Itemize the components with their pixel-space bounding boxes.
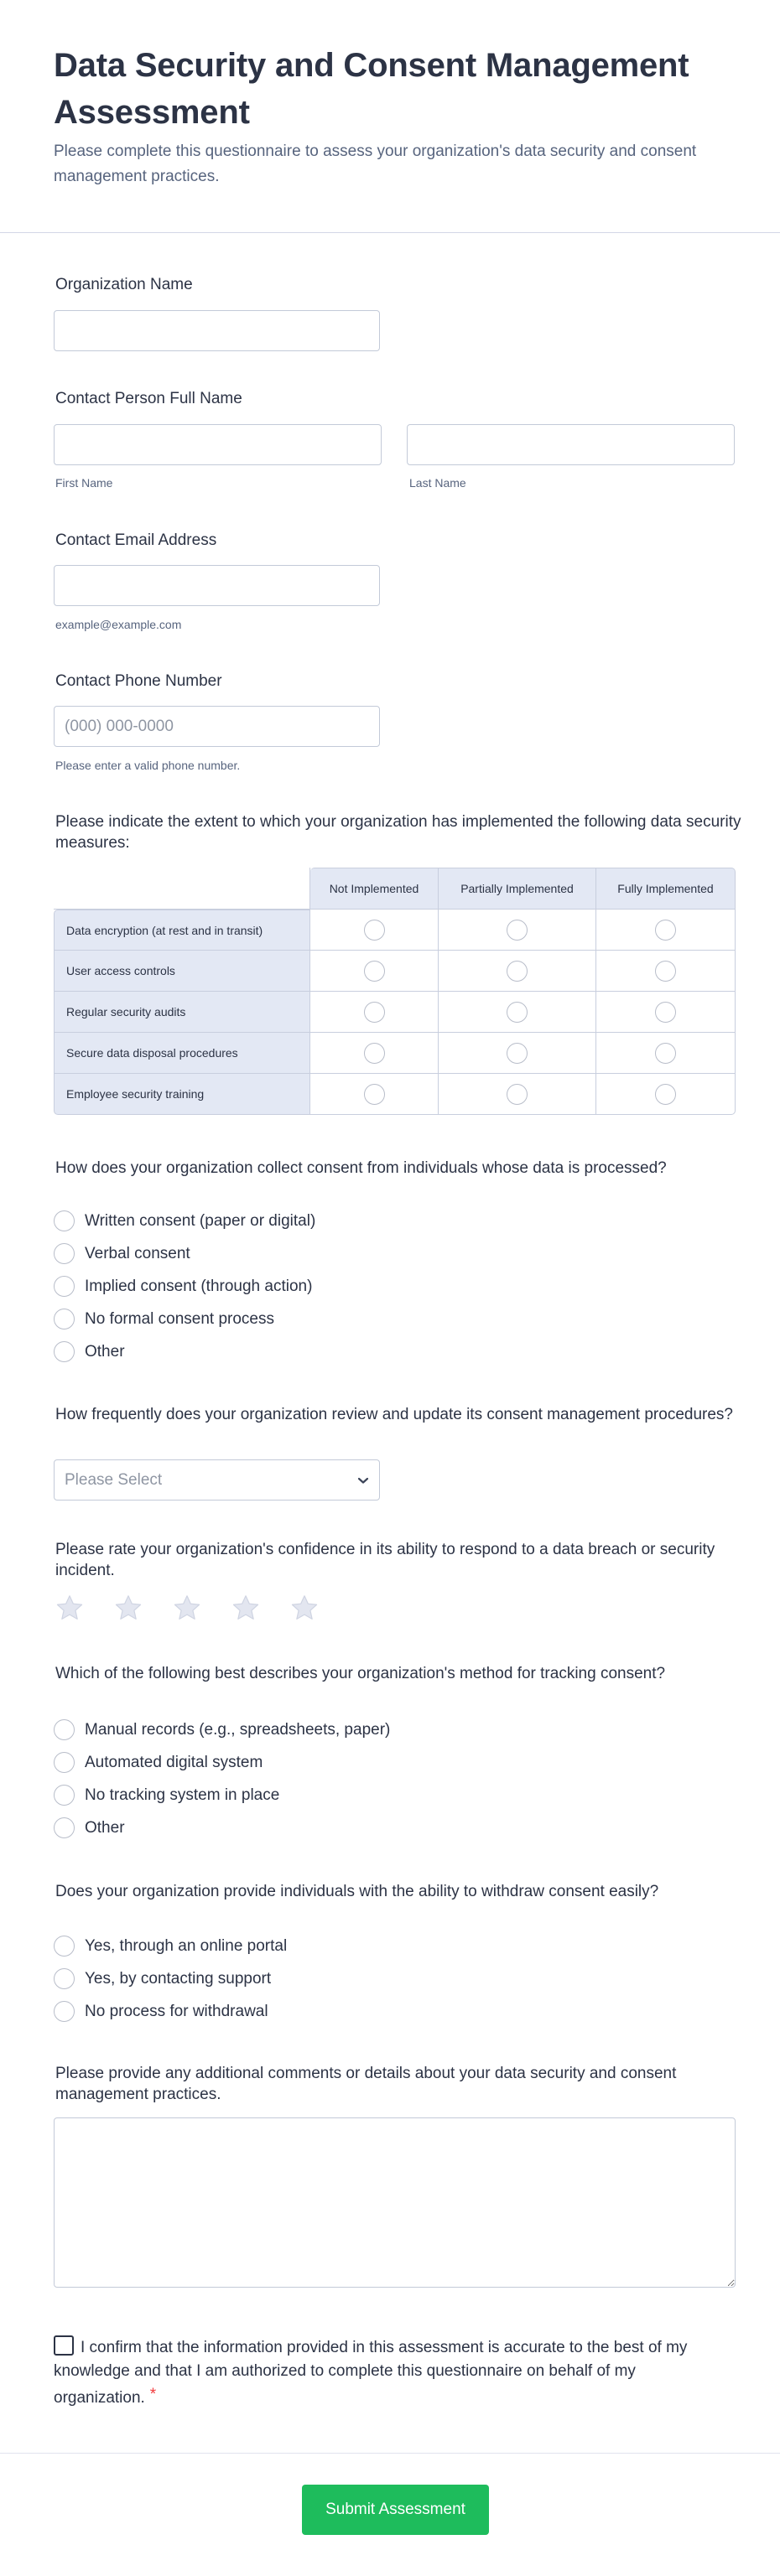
- star-icon[interactable]: [54, 1593, 86, 1623]
- star-icon[interactable]: [112, 1593, 144, 1623]
- star-rating: [54, 1593, 320, 1623]
- tracking-method-options: [54, 1713, 390, 1844]
- radio-option[interactable]: Implied consent (through action): [54, 1270, 315, 1303]
- radio-option[interactable]: No tracking system in place: [54, 1779, 390, 1811]
- radio-button[interactable]: [54, 1719, 75, 1740]
- breach-confidence-question: Please rate your organization's confidence in its ability to respond to a data breach or security incident.: [55, 1541, 715, 1579]
- matrix-column-header: Not Implemented: [310, 868, 439, 910]
- radio-option[interactable]: Verbal consent: [54, 1237, 315, 1270]
- email-sublabel: example@example.com: [55, 618, 182, 631]
- matrix-row: [54, 951, 736, 992]
- radio-button[interactable]: [54, 2001, 75, 2022]
- phone-sublabel: Please enter a valid phone number.: [55, 759, 241, 772]
- chevron-down-icon: [357, 1476, 369, 1485]
- radio-button[interactable]: [54, 1243, 75, 1264]
- radio-button[interactable]: [54, 1968, 75, 1989]
- radio-option[interactable]: No process for withdrawal: [54, 1995, 287, 2028]
- confirmation-checkbox[interactable]: [54, 2335, 74, 2356]
- radio-option[interactable]: Yes, through an online portal: [54, 1930, 287, 1962]
- radio-option[interactable]: Manual records (e.g., spreadsheets, paper): [54, 1713, 390, 1746]
- matrix-row-label: Regular security audits: [54, 992, 310, 1033]
- matrix-radio[interactable]: [655, 1002, 676, 1023]
- review-frequency-question: How frequently does your organization review and update its consent management procedures?: [55, 1406, 733, 1423]
- footer-divider: [0, 2453, 780, 2454]
- matrix-radio[interactable]: [507, 1002, 528, 1023]
- matrix-row-label: Employee security training: [54, 1074, 310, 1115]
- radio-button[interactable]: [54, 1210, 75, 1231]
- tracking-method-question: Which of the following best describes your organization's method for tracking consent?: [55, 1665, 666, 1682]
- radio-option[interactable]: Yes, by contacting support: [54, 1962, 287, 1995]
- security-measures-matrix: [54, 868, 736, 1115]
- matrix-row-label: Secure data disposal procedures: [54, 1033, 310, 1074]
- phone-input[interactable]: [54, 706, 380, 747]
- submit-button[interactable]: Submit Assessment: [302, 2485, 489, 2535]
- select-value: Please Select: [65, 1470, 163, 1489]
- comments-textarea[interactable]: [54, 2117, 736, 2288]
- required-asterisk: *: [149, 2386, 157, 2403]
- matrix-radio[interactable]: [364, 920, 385, 941]
- organization-name-label: Organization Name: [55, 276, 193, 293]
- radio-option[interactable]: Written consent (paper or digital): [54, 1205, 315, 1237]
- consent-collection-question: How does your organization collect consent from individuals whose data is processed?: [55, 1159, 667, 1177]
- form-body: [0, 233, 780, 2576]
- matrix-corner: [54, 868, 310, 910]
- radio-button[interactable]: [54, 1276, 75, 1297]
- matrix-question: Please indicate the extent to which your organization has implemented the following data security measures:: [55, 813, 741, 852]
- star-icon[interactable]: [171, 1593, 203, 1623]
- comments-question: Please provide any additional comments or details about your data security and consent management practices.: [55, 2065, 677, 2103]
- radio-option[interactable]: Other: [54, 1811, 390, 1844]
- radio-option[interactable]: Other: [54, 1335, 315, 1368]
- matrix-radio[interactable]: [507, 1084, 528, 1105]
- star-icon[interactable]: [230, 1593, 262, 1623]
- withdraw-consent-question: Does your organization provide individuals with the ability to withdraw consent easily?: [55, 1883, 659, 1900]
- matrix-row: [54, 910, 736, 951]
- matrix-row: [54, 1074, 736, 1115]
- consent-collection-options: [54, 1205, 315, 1368]
- matrix-radio[interactable]: [364, 961, 385, 982]
- matrix-row-label: User access controls: [54, 951, 310, 992]
- radio-button[interactable]: [54, 1341, 75, 1362]
- matrix-radio[interactable]: [364, 1084, 385, 1105]
- matrix-radio[interactable]: [655, 1084, 676, 1105]
- matrix-radio[interactable]: [364, 1043, 385, 1064]
- organization-name-input[interactable]: [54, 310, 380, 351]
- first-name-input[interactable]: [54, 424, 382, 465]
- page-subtitle: Please complete this questionnaire to assess your organization's data security and consent management practices.: [54, 143, 697, 185]
- radio-option[interactable]: Automated digital system: [54, 1746, 390, 1779]
- matrix-column-header: Fully Implemented: [596, 868, 736, 910]
- contact-name-label: Contact Person Full Name: [55, 390, 242, 407]
- email-input[interactable]: [54, 565, 380, 606]
- matrix-column-header: Partially Implemented: [439, 868, 596, 910]
- last-name-input[interactable]: [407, 424, 735, 465]
- matrix-radio[interactable]: [507, 961, 528, 982]
- radio-button[interactable]: [54, 1752, 75, 1773]
- first-name-sublabel: First Name: [55, 476, 113, 490]
- matrix-radio[interactable]: [655, 920, 676, 941]
- matrix-row: [54, 1033, 736, 1074]
- matrix-radio[interactable]: [655, 961, 676, 982]
- review-frequency-select[interactable]: [54, 1459, 380, 1501]
- phone-label: Contact Phone Number: [55, 672, 222, 690]
- radio-button[interactable]: [54, 1936, 75, 1957]
- last-name-sublabel: Last Name: [409, 476, 466, 490]
- star-icon[interactable]: [289, 1593, 320, 1623]
- matrix-radio[interactable]: [507, 1043, 528, 1064]
- confirmation-field: [54, 2335, 691, 2410]
- radio-button[interactable]: [54, 1785, 75, 1806]
- matrix-row-label: Data encryption (at rest and in transit): [54, 910, 310, 951]
- form-header: [0, 0, 780, 233]
- matrix-radio[interactable]: [364, 1002, 385, 1023]
- email-label: Contact Email Address: [55, 531, 217, 549]
- page-title: Data Security and Consent Management Assessment: [54, 47, 689, 131]
- matrix-row: [54, 992, 736, 1033]
- radio-button[interactable]: [54, 1309, 75, 1329]
- radio-button[interactable]: [54, 1817, 75, 1838]
- radio-option[interactable]: No formal consent process: [54, 1303, 315, 1335]
- matrix-radio[interactable]: [655, 1043, 676, 1064]
- confirmation-text: I confirm that the information provided in this assessment is accurate to the best of my knowledge and that I am authorized to complete this questionnaire on behalf of my organization.: [54, 2339, 688, 2407]
- withdraw-consent-options: [54, 1930, 287, 2028]
- matrix-radio[interactable]: [507, 920, 528, 941]
